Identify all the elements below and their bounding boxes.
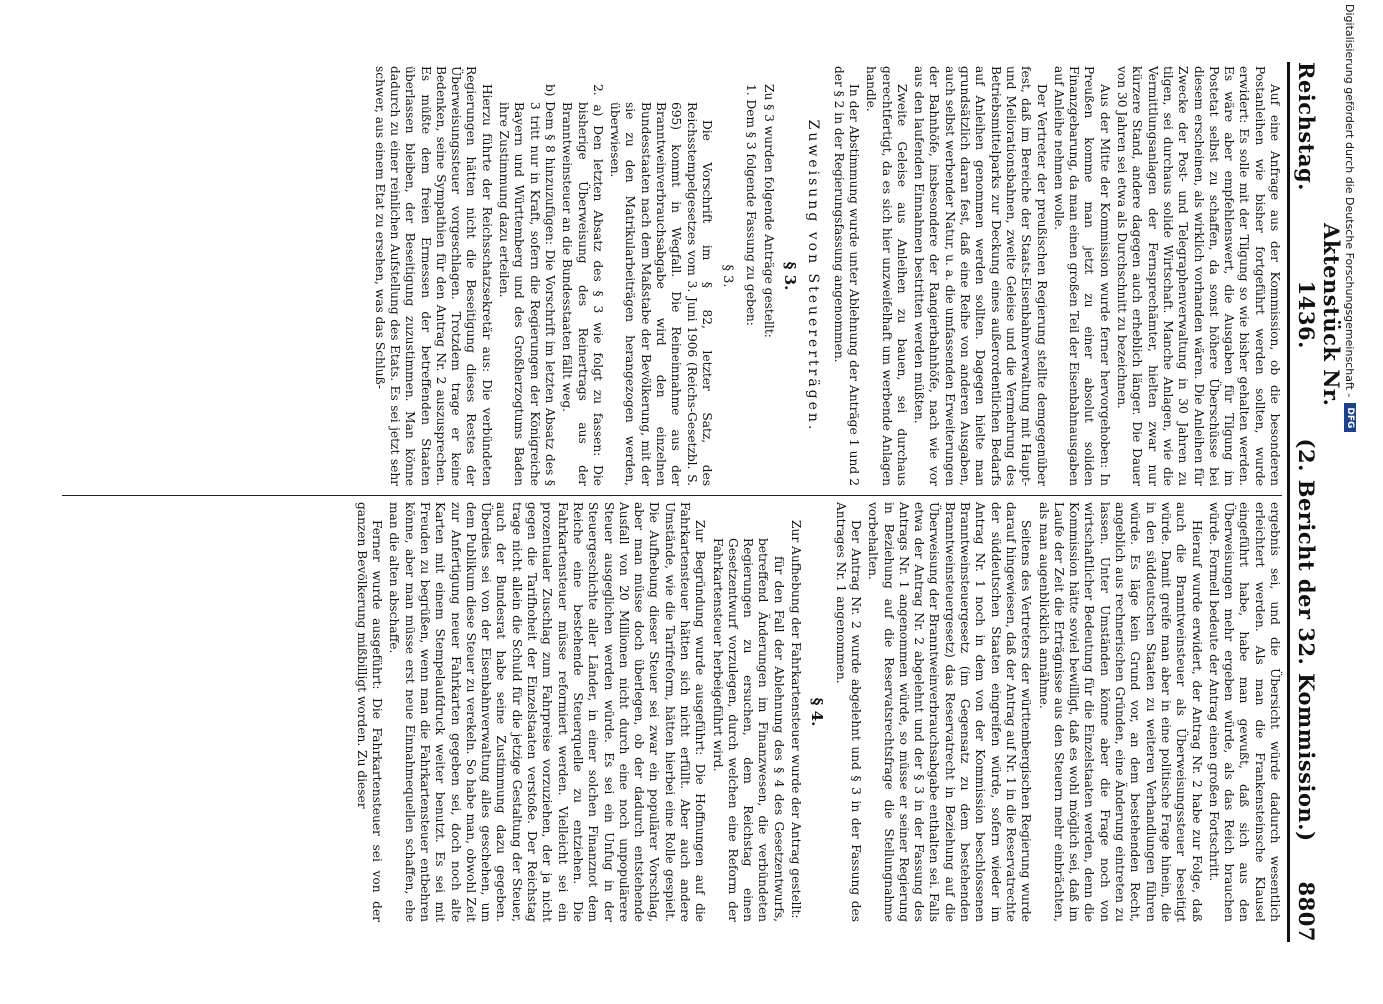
motion-text: für den Fall der Ablehnung des § 4 des Gesetzentwurfs, betreffend Änderungen im Finanzwesen, die verbündeten Regierungen zu ersuchen, dem Reichstag einen Gesetzentwurf vorzulegen, durch welchen eine Reform der Fahrkartensteuer herbeigeführt wird.: [710, 538, 786, 922]
document-page: [40, 0, 1344, 1000]
digitization-text: Digitalisierung gefördert durch die Deutsche Forschungsgemeinschaft -: [1343, 4, 1357, 398]
left-column: [369, 66, 1282, 486]
paragraph: Zur Aufhebung der Fahrkartensteuer wurde der Antrag gestellt:: [789, 520, 804, 919]
paragraph: Seitens des Vertreters der württembergischen Regierung wurde darauf hingewiesen, daß der Antrag auf Nr. 1 in die Reservatrechte der süddeutschen Staaten eingreifen würde, sofern wieder im Antrag Nr. 1 noch in dem von der Kommission beschlossenen Branntweinsteuergesetz (im Gegensatz zu dem bestehenden Branntweinsteuergesetz) das Reservatrecht in Beziehung auf die Überweisung der Branntweinverbrauchsabgabe enthalten sei. Falls etwa der Antrag Nr. 2 abgelehnt und der § 3 in der Fassung des Antrags Nr. 1 angenommen würde, so müsse er seiner Regierung in Beziehung auf die Reservatsrechtsfrage die Stellungnahme vorbehalten.: [866, 502, 1034, 922]
paragraph: In der Abstimmung wurde unter Ablehnung der Anträge 1 und 2 der § 2 in der Regierungsfassung angenommen.: [831, 66, 861, 486]
section-heading: § 4.: [808, 697, 827, 727]
paragraph: Zweite Geleise aus Anleihen zu bauen, sei durchaus gerechtfertigt, da es sich hier unzweifelhaft um werbende Anlagen handle.: [864, 66, 909, 486]
paragraph: Ferner wurde ausgeführt: Die Fahrkartensteuer sei von der ganzen Bevölkerung mißbilligt worden. Zu dieser: [354, 502, 385, 922]
section-heading: § 3.: [781, 261, 800, 291]
motion-item: 1. Dem § 3 folgende Fassung zu geben:: [744, 84, 759, 326]
paragraph: Aus der Mitte der Kommission wurde ferner hervorgehoben: In Preußen komme man jetzt zu einer absolut soliden Finanzgebarung, da man einen großen Teil der Eisenbahnausgaben auf Anleihe nehmen wolle.: [1051, 66, 1112, 486]
right-column: [351, 502, 1282, 922]
page-number: 8807: [1294, 881, 1319, 942]
paragraph: Zu § 3 wurden folgende Anträge gestellt:: [761, 84, 776, 338]
paragraph: ergebnis sei, und die Übersicht würde dadurch wesentlich erleichtert werden. Als man die Frankensteinsche Klausel eingeführt habe, habe man gewußt, daß sich aus den Überweisungen mehr ergeben würde, als das Reich brauchen würde. Formell bedeute der Antrag einen großen Fortschritt.: [1206, 502, 1282, 922]
section-subtitle: Zuweisung von Steuererträgen.: [805, 119, 822, 433]
paragraph: Auf eine Anfrage aus der Kommission, ob die besonderen Postanleihen wie bisher fortgeführt werden sollten, wurde erwidert: Es solle mit der Tilgung so wie bisher gehalten werden. Es wäre aber empfehlenswert, die Ausgaben für Tilgung im Postetat selbst zu schaffen, da sonst höhere Überschüsse bei diesem erscheinen, als wirklich vorhanden wären. Die Anleihen für Zwecke der Post- und Telegraphenverwaltung in 30 Jahren zu tilgen, sei durchaus solide Wirtschaft. Manche Anlagen, wie die Vermittlungsanlagen der Fernsprechämter, hielten zwar nur kürzere Stand, andere dagegen auch erheblich länger. Die Dauer von 30 Jahren sei etwa als Durchschnitt zu bezeichnen.: [1115, 66, 1282, 486]
paragraph: Hierauf wurde erwidert, der Antrag Nr. 2 habe zur Folge, daß auch die Branntweinsteuer als Überweisungssteuer beseitigt würde. Damit greife man aber in eine politische Frage hinein, die in den süddeutschen Staaten zu weiteren Verhandlungen führen würde. Es läge kein Grund vor, an dem bestehenden Recht, angeblich aus rechnerischen Gründen, eine Änderung eintreten zu lassen. Unter Umständen könne aber die Frage noch von wirtschaftlicher Bedeutung für die Einzelstaaten werden, denn die Kommission hätte soviel bewilligt, daß es wohl möglich sei, daß im Laufe der Zeit die Erträgnisse aus den Steuern mehr einbrächten, als man augenblicklich annähme.: [1036, 502, 1204, 922]
header-center: Aktenstück Nr. 1436.: [1294, 223, 1344, 407]
paragraph: Der Vertreter der preußischen Regierung stellte demgegenüber fest, daß im Bereiche der Staats-Eisenbahnverwaltung mit Haupt- und Meliorationsbahnen, zweite Geleise und die Vermehrung des Betriebsmittelparks zur Deckung eines außerordentlichen Bedarfs auf Anleihen genommen werden sollten. Dagegen hielte man grundsätzlich daran fest, daß eine Reihe von anderen Ausgaben, auch selbst werbender Natur, u. a. die umfassenden Erweiterungen der Bahnhöfe, insbesondere der Rangierbahnhöfe, nach wie vor aus den laufenden Einnahmen bestritten werden müßten.: [912, 66, 1049, 486]
motion-text: Die Vorschrift im § 82, letzter Satz, des Reichsstempelgesetzes vom 3. Juni 1906 (Reichs-Gesetzbl. S. 695) kommt in Wegfall. Die Reineinnahme aus der Branntweinverbrauchsabgabe wird den einzelnen Bundesstaaten nach dem Maßstabe der Bevölkerung, mit der sie zu den Matrikularbeiträgen herangezogen werden, überwiesen.: [608, 102, 714, 486]
motion-item: b) Dem § 8 hinzuzufügen: Die Vorschrift im letzten Absatz des § 3 tritt nur in Kraft, sofern die Regierungen der Königreiche Bayern und Württemberg und des Großherzogtums Baden ihre Zustimmung dazu erteilen.: [497, 84, 557, 486]
column-divider: [62, 495, 1282, 496]
dfg-logo: DFG: [1344, 403, 1356, 432]
header-right: (2. Bericht der 32. Kommission.): [1294, 438, 1319, 842]
motion-item: 2. a) Den letzten Absatz des § 3 wie folgt zu fassen: Die bisherige Überweisung des Reinertrags aus der Branntweinsteuer an die Bundesstaaten fällt weg.: [560, 84, 605, 486]
paragraph: Zur Begründung wurde ausgeführt: Die Hoffnungen auf die Fahrkartensteuer hätten sich nicht erfüllt. Aber auch andere Umstände, wie die Tarifreform, hätten hierbei eine Rolle gespielt. Die Aufhebung dieser Steuer sei zwar ein populärer Vorschlag, aber man müsse doch überlegen, ob der dadurch entstehende Ausfall von 20 Millionen nicht durch eine noch unpopulärere Steuer ausgeglichen werden würde. Es sei ein Unfug in der Steuergeschichte aller Länder, in einer solchen Finanznot dem Reiche eine bestehende Steuerquelle zu entziehen. Die Fahrkartensteuer müsse reformiert werden. Vielleicht sei ein prozentualer Zuschlag zum Fahrpreise vorzuziehen, der ja nicht gegen die Tarifhoheit der Einzelstaaten verstoße. Der Reichstag trage nicht allein die Schuld für die jetzige Gestaltung der Steuer, auch der Bundesrat habe seine Zustimmung dazu gegeben. Überdies sei von der Eisenbahnverwaltung alles geschehen, um dem Publikum diese Steuer zu verekeln. So habe man, obwohl Zeit zur Anfertigung neuer Fahrkarten gegeben sei, doch noch alte Karten mit einem Stempelaufdruck weiter benutzt. Es sei mit Freuden zu begrüßen, wenn man die Fahrkartensteuer entbehren könne, aber man müsse erst neue Einnahmequellen schaffen, ehe man die alten abschaffe.: [387, 502, 708, 922]
header-left: Reichstag.: [1294, 62, 1319, 191]
paragraph: Der Antrag Nr. 2 wurde abgelehnt und § 3 in der Fassung des Antrages Nr. 1 angenommen.: [833, 502, 863, 922]
paragraph: Hierzu führte der Reichsschatzsekretär aus: Die verbündeten Regierungen hätten nicht die Beseitigung dieses Restes der Überweisungssteuer vorgeschlagen. Trotzdem trage er keine Bedenken, seine Sympathien für den Antrag Nr. 2 auszusprechen. Es müßte dem freien Ermessen der betreffenden Staaten überlassen bleiben, der Beseitigung zuzustimmen. Man könne dadurch zu einer reinlichen Aufstellung des Etats. Es sei jetzt sehr schwer, aus einem Etat zu ersehen, was das Schluß-: [372, 66, 494, 486]
section-heading: § 3.: [720, 264, 736, 288]
digitization-note: [1340, 4, 1360, 1004]
page-header: [1287, 62, 1344, 942]
